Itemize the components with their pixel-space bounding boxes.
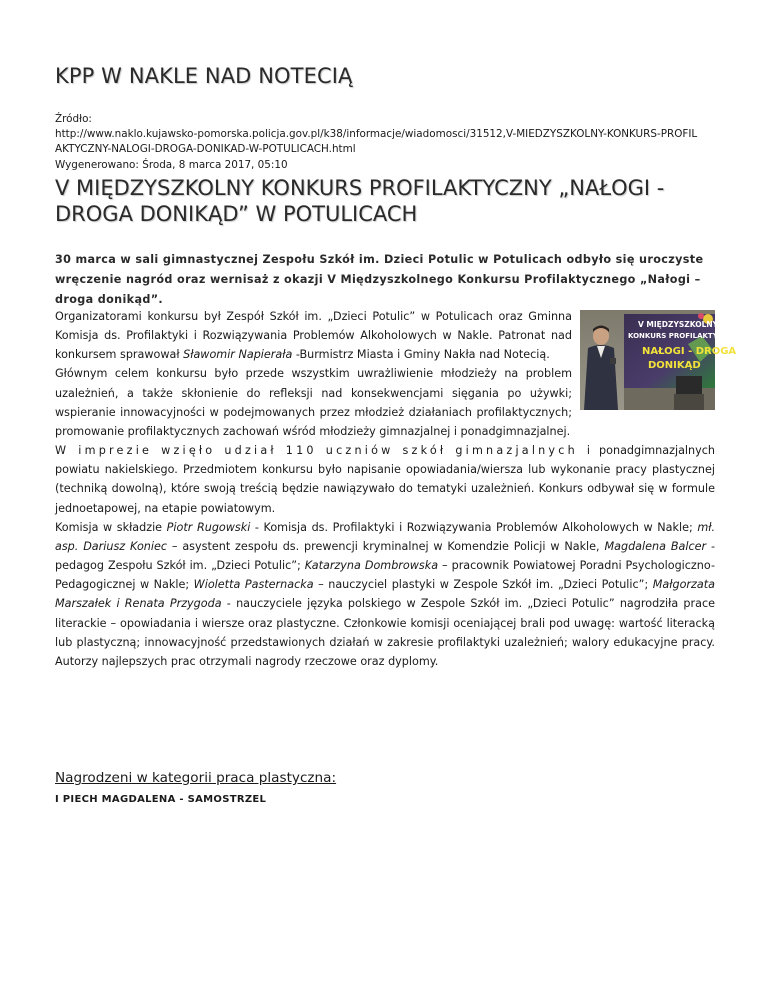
paragraph-organizers: Organizatorami konkursu był Zespół Szkół im. „Dzieci Potulic” w Potulicach oraz Gminna Komisja ds. Profilaktyki i Rozwiązywania Problemów Alkoholowych w Nakle. Patronat nad konkursem sprawował Sławomir Napierała -Burmistrz Miasta i Gminy Nakła nad Notecią. [55,310,572,362]
jury-member: Katarzyna Dombrowska [304,559,439,573]
generated-date: Wygenerowano: Środa, 8 marca 2017, 05:10 [55,158,288,171]
source-url-line-2[interactable]: AKTYCZNY-NALOGI-DROGA-DONIKAD-W-POTULICACH.html [55,143,356,156]
award-first-place: I PIECH MAGDALENA - SAMOSTRZEL [55,794,267,805]
photo-banner-line-1: V MIĘDZYSZKOLNY [638,320,719,329]
jury-member: mł. asp. Dariusz Koniec [55,520,715,553]
event-photo [580,310,739,410]
jury-member: Piotr Rugowski [166,520,251,534]
photo-banner-line-2: KONKURS PROFILAKTYCZNY [628,332,739,340]
photo-banner-line-4: DONIKĄD [648,360,701,371]
site-title: KPP W NAKLE NAD NOTECIĄ [55,64,353,88]
source-url-line-1[interactable]: http://www.naklo.kujawsko-pomorska.policja.gov.pl/k38/informacje/wiadomosci/31512,V-MIEDZYSZKOLNY-KONKURS-PROFIL [55,128,698,141]
paragraph-jury: Komisja w składzie Piotr Rugowski - Komisja ds. Profilaktyki i Rozwiązywania Problemów Alkoholowych w Nakle; mł. asp. Dariusz Koniec – asystent zespołu ds. prewencji kryminalnej w Komendzie Policji w Nakle, Magdalena Balcer - pedagog Zespołu Szkół im. „Dzieci Potulic”; Katarzyna Dombrowska – pracownik Powiatowej Poradni Psychologiczno-Pedagogicznej w Nakle; Wioletta Pasternacka – nauczyciel plastyki w Zespole Szkół im. „Dzieci Potulic”; Małgorzata Marszałek i Renata Przygoda - nauczyciele języka polskiego w Zespole Szkół im. „Dzieci Potulic” nagrodziła prace literackie – opowiadania i wiersze oraz plastyczne. Członkowie komisji oceniającej brali pod uwagę: wartość literacką lub plastyczną; innowacyjność przedstawionych działań w zakresie profilaktyki uzależnień; walory edukacyjne pracy. Autorzy najlepszych prac otrzymali nagrody rzeczowe oraz dyplomy. [55,520,716,668]
event-photo-image [580,310,739,410]
paragraph-participants: W imprezie wzięło udział 110 uczniów szkół gimnazjalnych i ponadgimnazjalnych powiatu nakielskiego. Przedmiotem konkursu było napisanie opowiadania/wiersza lub wykonanie pracy plastycznej (techniką dowolną), które swoją treścią będzie nawiązywało do tematyki uzależnień. Konkurs odbywał się w formule jednoetapowej, na etapie powiatowym. [55,444,715,515]
paragraph-goal: Głównym celem konkursu było przede wszystkim uwrażliwienie młodzieży na problem uzależnień, a także skłonienie do refleksji nad konsekwencjami sięgania po używki; wspieranie innowacyjności w podejmowanych przez młodzież działaniach profilaktycznych; promowanie profilaktycznych zachowań wśród młodzieży gimnazjalnej i ponadgimnazjalnej. [55,367,572,438]
article-title: V MIĘDZYSZKOLNY KONKURS PROFILAKTYCZNY „NAŁOGI - DROGA DONIKĄD” W POTULICACH [55,176,665,226]
jury-member: Wioletta Pasternacka [193,578,314,592]
jury-member: Magdalena Balcer [604,539,707,553]
awards-section-title: Nagrodzeni w kategorii praca plastyczna: [55,770,337,786]
article-body [55,307,739,671]
photo-banner-line-3: NAŁOGI - DROGA [642,346,737,357]
source-label: Źródło: [55,113,92,125]
jury-member: Małgorzata Marszałek i Renata Przygoda [55,578,716,611]
article-lead: 30 marca w sali gimnastycznej Zespołu Szkół im. Dzieci Potulic w Potulicach odbyło się uroczyste wręczenie nagród oraz wernisaż z okazji V Międzyszkolnego Konkursu Profilaktycznego „Nałogi – droga donikąd”. [55,253,704,306]
patron-name: Sławomir Napierała [183,348,293,362]
source-info [55,112,697,173]
